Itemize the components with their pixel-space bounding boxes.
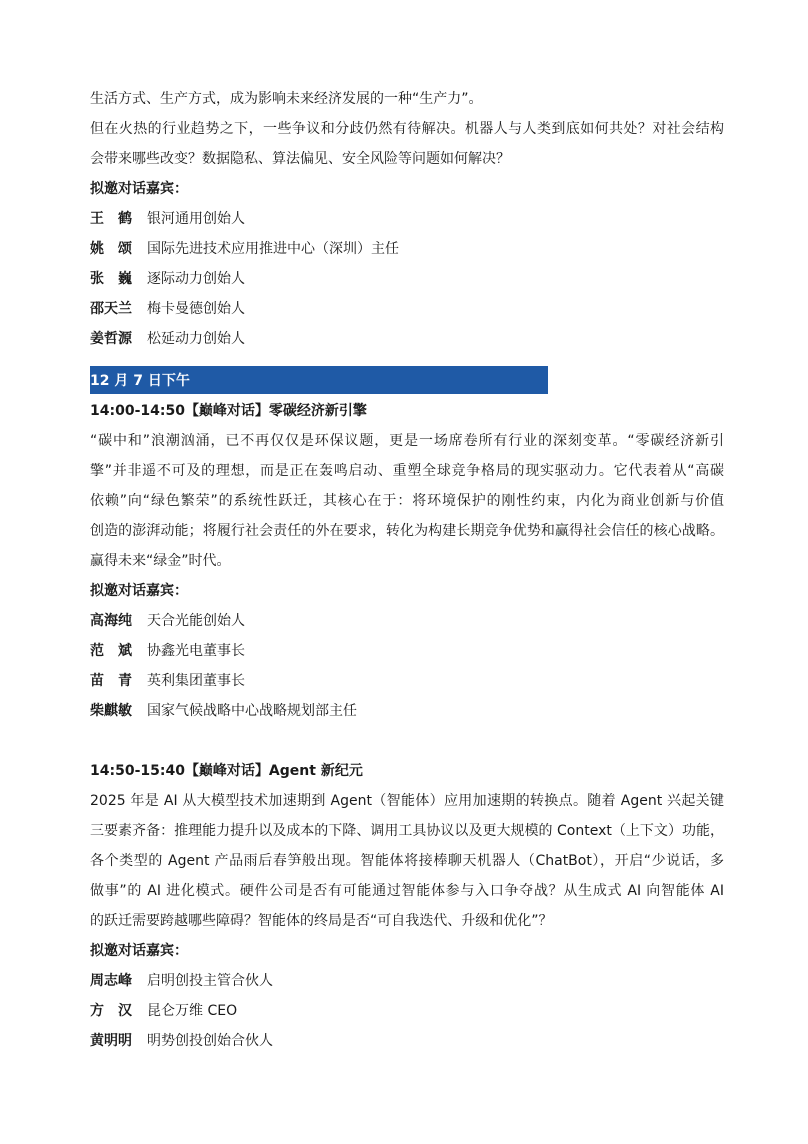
session-zero-carbon [90, 396, 724, 726]
paragraph-line: 但在火热的行业趋势之下，一些争议和分歧仍然有待解决。机器人与人类到底如何共处？对社会结构 [90, 121, 724, 137]
guest-name: 张 巍 [90, 271, 132, 287]
guest-title: 英利集团董事长 [147, 673, 245, 689]
guest-list [90, 204, 724, 354]
guest-item [90, 264, 724, 294]
guest-item [90, 606, 724, 636]
guest-item [90, 204, 724, 234]
guest-title: 梅卡曼德创始人 [147, 301, 245, 317]
guest-name: 范 斌 [90, 643, 132, 659]
paragraph-line: “碳中和”浪潮汹涌，已不再仅仅是环保议题，更是一场席卷所有行业的深刻变革。“零碳经济新引 [90, 433, 724, 449]
intro-paragraph [90, 84, 724, 174]
guest-title: 协鑫光电董事长 [147, 643, 245, 659]
guests-label: 拟邀对话嘉宾： [90, 583, 188, 599]
paragraph-line: 三要素齐备：推理能力提升以及成本的下降、调用工具协议以及更大规模的 Context（上下文）功能， [90, 823, 724, 839]
guest-name: 方 汉 [90, 1003, 132, 1019]
paragraph-line: 创造的澎湃动能；将履行社会责任的外在要求，转化为构建长期竞争优势和赢得社会信任的核心战略。 [90, 523, 724, 539]
spacer [90, 726, 724, 756]
guest-title: 明势创投创始合伙人 [147, 1033, 273, 1049]
guest-title: 国际先进技术应用推进中心（深圳）主任 [147, 241, 399, 257]
paragraph-line: 生活方式、生产方式，成为影响未来经济发展的一种“生产力”。 [90, 91, 483, 107]
guest-title: 松延动力创始人 [147, 331, 245, 347]
guests-label: 拟邀对话嘉宾： [90, 181, 188, 197]
guest-item [90, 696, 724, 726]
guest-name: 高海纯 [90, 613, 132, 629]
paragraph-line: 各个类型的 Agent 产品雨后春笋般出现。智能体将接棒聊天机器人（ChatBot），开启“少说话，多 [90, 853, 724, 869]
session-agent [90, 756, 724, 1056]
paragraph-line: 2025 年是 AI 从大模型技术加速期到 Agent（智能体）应用加速期的转换点。随着 Agent 兴起关键 [90, 793, 724, 809]
guest-item [90, 1026, 724, 1056]
guest-item [90, 966, 724, 996]
paragraph-line: 会带来哪些改变？数据隐私、算法偏见、安全风险等问题如何解决？ [90, 151, 510, 167]
guest-name: 周志峰 [90, 973, 132, 989]
guest-name: 姜哲源 [90, 331, 132, 347]
guest-item [90, 996, 724, 1026]
session-heading: 14:00-14:50【巅峰对话】零碳经济新引擎 [90, 403, 367, 419]
guest-name: 苗 青 [90, 673, 132, 689]
paragraph-line: 擎”并非遥不可及的理想，而是正在轰鸣启动、重塑全球竞争格局的现实驱动力。它代表着从“高碳 [90, 463, 724, 479]
section-header-bar: 12 月 7 日下午 [90, 366, 548, 394]
guest-name: 王 鹤 [90, 211, 132, 227]
guest-item [90, 666, 724, 696]
document-page [90, 84, 724, 1056]
guest-item [90, 294, 724, 324]
guest-item [90, 234, 724, 264]
guest-item [90, 324, 724, 354]
guest-name: 邵天兰 [90, 301, 132, 317]
guest-title: 国家气候战略中心战略规划部主任 [147, 703, 357, 719]
guest-title: 天合光能创始人 [147, 613, 245, 629]
paragraph-line: 做事”的 AI 进化模式。硬件公司是否有可能通过智能体参与入口争夺战？从生成式 AI 向智能体 AI [90, 883, 724, 899]
guest-name: 黄明明 [90, 1033, 132, 1049]
session-heading: 14:50-15:40【巅峰对话】Agent 新纪元 [90, 763, 363, 779]
guest-title: 银河通用创始人 [147, 211, 245, 227]
guest-name: 柴麒敏 [90, 703, 132, 719]
guest-name: 姚 颂 [90, 241, 132, 257]
paragraph-line: 依赖”向“绿色繁荣”的系统性跃迁，其核心在于：将环境保护的刚性约束，内化为商业创新与价值 [90, 493, 724, 509]
guest-item [90, 636, 724, 666]
guest-title: 昆仑万维 CEO [147, 1003, 238, 1019]
paragraph-line: 赢得未来“绿金”时代。 [90, 553, 231, 569]
guest-title: 启明创投主管合伙人 [147, 973, 273, 989]
guests-label: 拟邀对话嘉宾： [90, 943, 188, 959]
paragraph-line: 的跃迁需要跨越哪些障碍？智能体的终局是否“可自我迭代、升级和优化”？ [90, 913, 553, 929]
guest-title: 逐际动力创始人 [147, 271, 245, 287]
